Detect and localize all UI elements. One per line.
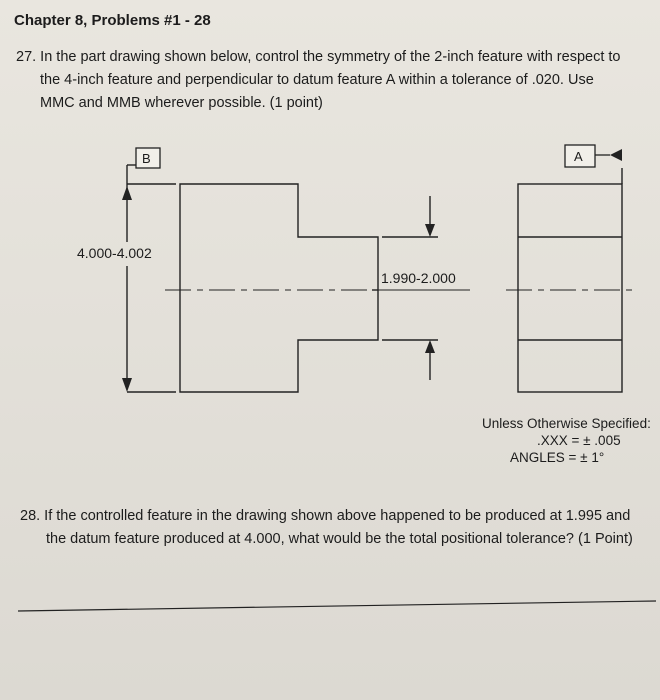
note-line-2: .XXX = ± .005 <box>537 433 621 448</box>
datum-a-label: A <box>574 149 583 164</box>
question-28-line-1: 28. If the controlled feature in the drawing shown above happened to be produced at 1.995 and <box>20 508 631 524</box>
question-28-line-2: the datum feature produced at 4.000, what would be the total positional tolerance? (1 Point) <box>46 531 633 547</box>
note-line-3: ANGLES = ± 1° <box>510 450 605 465</box>
question-27-line-2: the 4-inch feature and perpendicular to datum feature A within a tolerance of .020. Use <box>40 72 594 88</box>
note-line-1: Unless Otherwise Specified: <box>482 416 651 431</box>
question-27-line-1: 27. In the part drawing shown below, control the symmetry of the 2-inch feature with respect to <box>16 49 621 65</box>
chapter-title: Chapter 8, Problems #1 - 28 <box>14 12 211 29</box>
dimension-small: 1.990-2.000 <box>381 270 456 286</box>
question-27-line-3: MMC and MMB wherever possible. (1 point) <box>40 95 323 111</box>
datum-b-label: B <box>142 151 151 166</box>
dimension-large: 4.000-4.002 <box>77 245 152 261</box>
answer-line <box>18 601 656 611</box>
